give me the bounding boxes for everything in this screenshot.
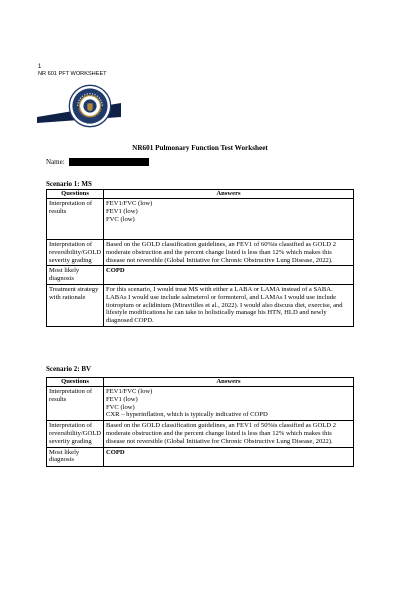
table-header-row [47, 190, 354, 199]
college-seal-logo [68, 84, 112, 128]
scenario-2-heading: Scenario 2: BV [46, 365, 92, 373]
table-row [47, 199, 354, 240]
answer-line: FEV1/FVC (low) [106, 388, 153, 395]
answer-cell: For this scenario, I would treat MS with either a LABA or LAMA instead of a SABA. LABAs I would use include salmeterol or formoterol, and LAMAs I would use include tiotropium or aclidinium (Miravitlles et al., 2022). I would also discuss diet, exercise, and lifestyle modifications he can take to holistically manage his HTN, HLD and newly diagnosed COPD. [104, 284, 354, 326]
answers-header: Answers [104, 190, 354, 199]
answer-line: FVC (low) [106, 403, 135, 411]
questions-header: Questions [47, 190, 104, 199]
answer-cell [104, 199, 354, 240]
answer-cell [104, 387, 354, 421]
answer-cell: Based on the GOLD classification guidelines, an FEV1 of 50%is classified as GOLD 2 moderate obstruction and the percent change listed is less than 12% which makes this disease not reversible (Global Initiative for Chronic Obstructive Lung Disease, 2022). [104, 421, 354, 447]
scenario-1-table [46, 189, 354, 327]
worksheet-title: NR601 Pulmonary Function Test Worksheet [132, 144, 268, 152]
answer-line: CXR – hyperinflation, which is typically indicative of COPD [106, 411, 268, 419]
answer-line: FVC (low) [106, 215, 135, 223]
table-row [47, 387, 354, 421]
table-row [47, 266, 354, 285]
diagnosis-cell: COPD [104, 266, 354, 285]
question-cell: Interpretation of reversibility/GOLD severity grading [47, 240, 104, 266]
answers-header: Answers [104, 378, 354, 387]
scenario-1-heading: Scenario 1: MS [46, 180, 92, 188]
question-cell: Interpretation of results [47, 199, 104, 240]
name-label: Name: [46, 158, 65, 166]
table-header-row [47, 378, 354, 387]
document-label: NR 601 PFT WORKSHEET [38, 71, 107, 77]
question-cell: Most likely diagnosis [47, 447, 104, 466]
table-row [47, 240, 354, 266]
question-cell: Treatment strategy with rationale [47, 284, 104, 326]
table-row [47, 284, 354, 326]
question-cell: Most likely diagnosis [47, 266, 104, 285]
name-row [46, 158, 149, 166]
diagnosis-cell: COPD [104, 447, 354, 466]
question-cell: Interpretation of results [47, 387, 104, 421]
redacted-name [69, 158, 149, 166]
answer-line: FEV1 (low) [106, 395, 138, 403]
answer-line: FEV1 (low) [106, 207, 138, 215]
question-cell: Interpretation of reversibility/GOLD severity grading [47, 421, 104, 447]
table-row [47, 421, 354, 447]
scenario-2-table [46, 377, 354, 467]
page-number: 1 [38, 64, 42, 70]
answer-line: FEV1/FVC (low) [106, 200, 153, 207]
answer-cell: Based on the GOLD classification guidelines, an FEV1 of 60%is classified as GOLD 2 moderate obstruction and the percent change listed is less than 12% which makes this disease not reversible (Global Initiative for Chronic Obstructive Lung Disease, 2022). [104, 240, 354, 266]
table-row [47, 447, 354, 466]
questions-header: Questions [47, 378, 104, 387]
